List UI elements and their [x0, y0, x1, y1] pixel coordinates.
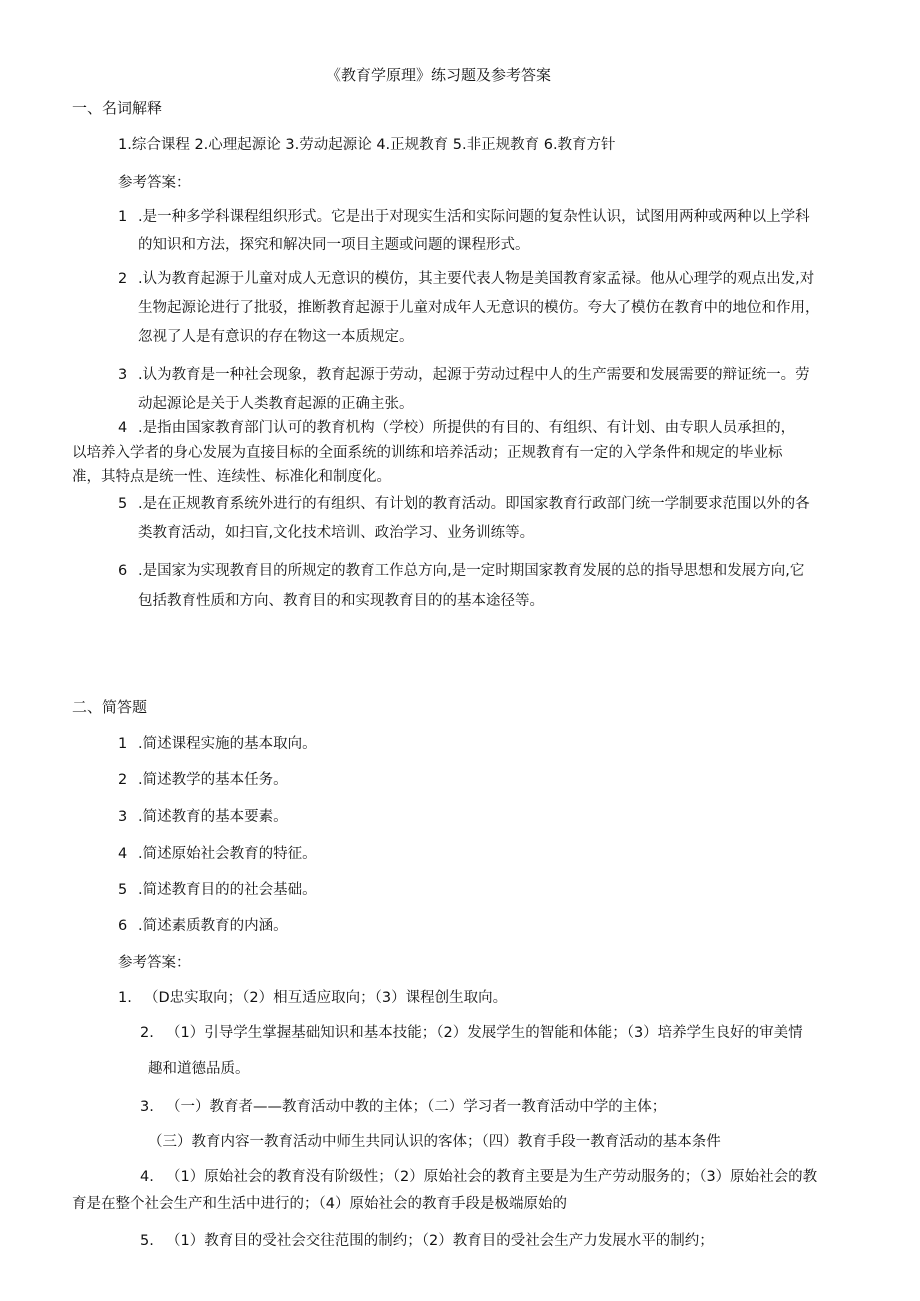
answer-line: 的知识和方法，探究和解决同一项目主题或问题的课程形式。: [138, 237, 530, 253]
question-text: .简述素质教育的内涵。: [138, 918, 288, 934]
term-answer-6: [118, 560, 804, 582]
answer-number: 3.: [140, 1099, 154, 1115]
short-answer-3: [140, 1096, 666, 1118]
answer-label: 参考答案：: [118, 175, 191, 191]
terms-list: 1.综合课程 2.心理起源论 3.劳动起源论 4.正规教育 5.非正规教育 6.教育方针: [118, 137, 616, 153]
answer-number: 4.: [140, 1169, 154, 1185]
question-text: .简述课程实施的基本取向。: [138, 736, 317, 752]
section-heading-short-answer: 二、简答题: [72, 698, 148, 716]
answer-number: 3: [118, 367, 128, 383]
answer-line: 忽视了人是有意识的存在物这一本质规定。: [138, 329, 414, 345]
answer-line: 生物起源论进行了批驳，推断教育起源于儿童对成年人无意识的模仿。夸大了模仿在教育中的地位和作用，: [138, 300, 820, 316]
question-item: [118, 769, 288, 791]
answer-line: 育是在整个社会生产和生活中进行的；（4）原始社会的教育手段是极端原始的: [72, 1196, 567, 1212]
question-number: 6: [118, 918, 128, 934]
answer-line: .是在正规教育系统外进行的有组织、有计划的教育活动。即国家教育行政部门统一学制要求范围以外的各: [138, 496, 810, 512]
answer-line: .是一种多学科课程组织形式。它是出于对现实生活和实际问题的复杂性认识，试图用两种或两种以上学科: [138, 209, 810, 225]
question-number: 3: [118, 809, 128, 825]
question-text: .简述教育的基本要素。: [138, 809, 288, 825]
question-item: [118, 915, 288, 937]
answer-line: .认为教育起源于儿童对成人无意识的模仿，其主要代表人物是美国教育家孟禄。他从心理学的观点出发,对: [138, 271, 815, 287]
answer-line: （三）教育内容一教育活动中师生共同认识的客体；（四）教育手段一教育活动的基本条件: [148, 1134, 721, 1150]
answer-number: 2: [118, 271, 128, 287]
short-answer-4: [140, 1166, 817, 1188]
term-answer-5: [118, 493, 810, 515]
question-number: 5: [118, 882, 128, 898]
answer-line: 以培养入学者的身心发展为直接目标的全面系统的训练和培养活动；正规教育有一定的入学条件和规定的毕业标: [72, 445, 783, 461]
answer-line: 准，其特点是统一性、连续性、标准化和制度化。: [72, 469, 391, 485]
question-item: [118, 806, 288, 828]
answer-number: 6: [118, 563, 128, 579]
answer-line: 类教育活动，如扫盲,文化技术培训、政治学习、业务训练等。: [138, 525, 535, 541]
answer-number: 5.: [140, 1233, 154, 1249]
answer-line: .是国家为实现教育目的所规定的教育工作总方向,是一定时期国家教育发展的总的指导思想和发展方向,它: [138, 563, 805, 579]
short-answer-1: [118, 987, 507, 1009]
question-number: 2: [118, 772, 128, 788]
answer-line: （D忠实取向；（2）相互适应取向；（3）课程创生取向。: [144, 990, 508, 1006]
short-answer-5: [140, 1230, 714, 1252]
answer-number: 2.: [140, 1025, 154, 1041]
question-item: [118, 843, 317, 865]
question-number: 4: [118, 846, 128, 862]
answer-number: 1.: [118, 990, 132, 1006]
answer-line: （1）原始社会的教育没有阶级性；（2）原始社会的教育主要是为生产劳动服务的；（3）原始社会的教: [166, 1169, 818, 1185]
answer-line: .是指由国家教育部门认可的教育机构（学校）所提供的有目的、有组织、有计划、由专职人员承担的，: [138, 420, 796, 436]
answer-line: .认为教育是一种社会现象，教育起源于劳动，起源于劳动过程中人的生产需要和发展需要的辩证统一。劳: [138, 367, 810, 383]
document-title: 《教育学原理》练习题及参考答案: [326, 66, 552, 84]
question-text: .简述教学的基本任务。: [138, 772, 288, 788]
question-text: .简述原始社会教育的特征。: [138, 846, 317, 862]
answer-line: （1）引导学生掌握基础知识和基本技能；（2）发展学生的智能和体能；（3）培养学生良好的审美情: [166, 1025, 803, 1041]
answer-line: 包括教育性质和方向、教育目的和实现教育目的的基本途径等。: [138, 593, 544, 609]
answer-number: 1: [118, 209, 128, 225]
question-item: [118, 879, 317, 901]
answer-line: 动起源论是关于人类教育起源的正确主张。: [138, 396, 414, 412]
answer-label: 参考答案：: [118, 955, 191, 971]
answer-line: （1）教育目的受社会交往范围的制约；（2）教育目的受社会生产力发展水平的制约；: [166, 1233, 714, 1249]
section-heading-terms: 一、名词解释: [72, 99, 163, 117]
term-answer-1: [118, 206, 810, 228]
answer-line: 趣和道德品质。: [148, 1061, 250, 1077]
term-answer-3: [118, 364, 810, 386]
term-answer-4: [118, 417, 795, 439]
answer-number: 4: [118, 420, 128, 436]
answer-line: （一）教育者——教育活动中教的主体；（二）学习者一教育活动中学的主体；: [166, 1099, 667, 1115]
term-answer-2: [118, 268, 814, 290]
question-item: [118, 733, 317, 755]
answer-number: 5: [118, 496, 128, 512]
question-text: .简述教育目的的社会基础。: [138, 882, 317, 898]
question-number: 1: [118, 736, 128, 752]
short-answer-2: [140, 1022, 803, 1044]
